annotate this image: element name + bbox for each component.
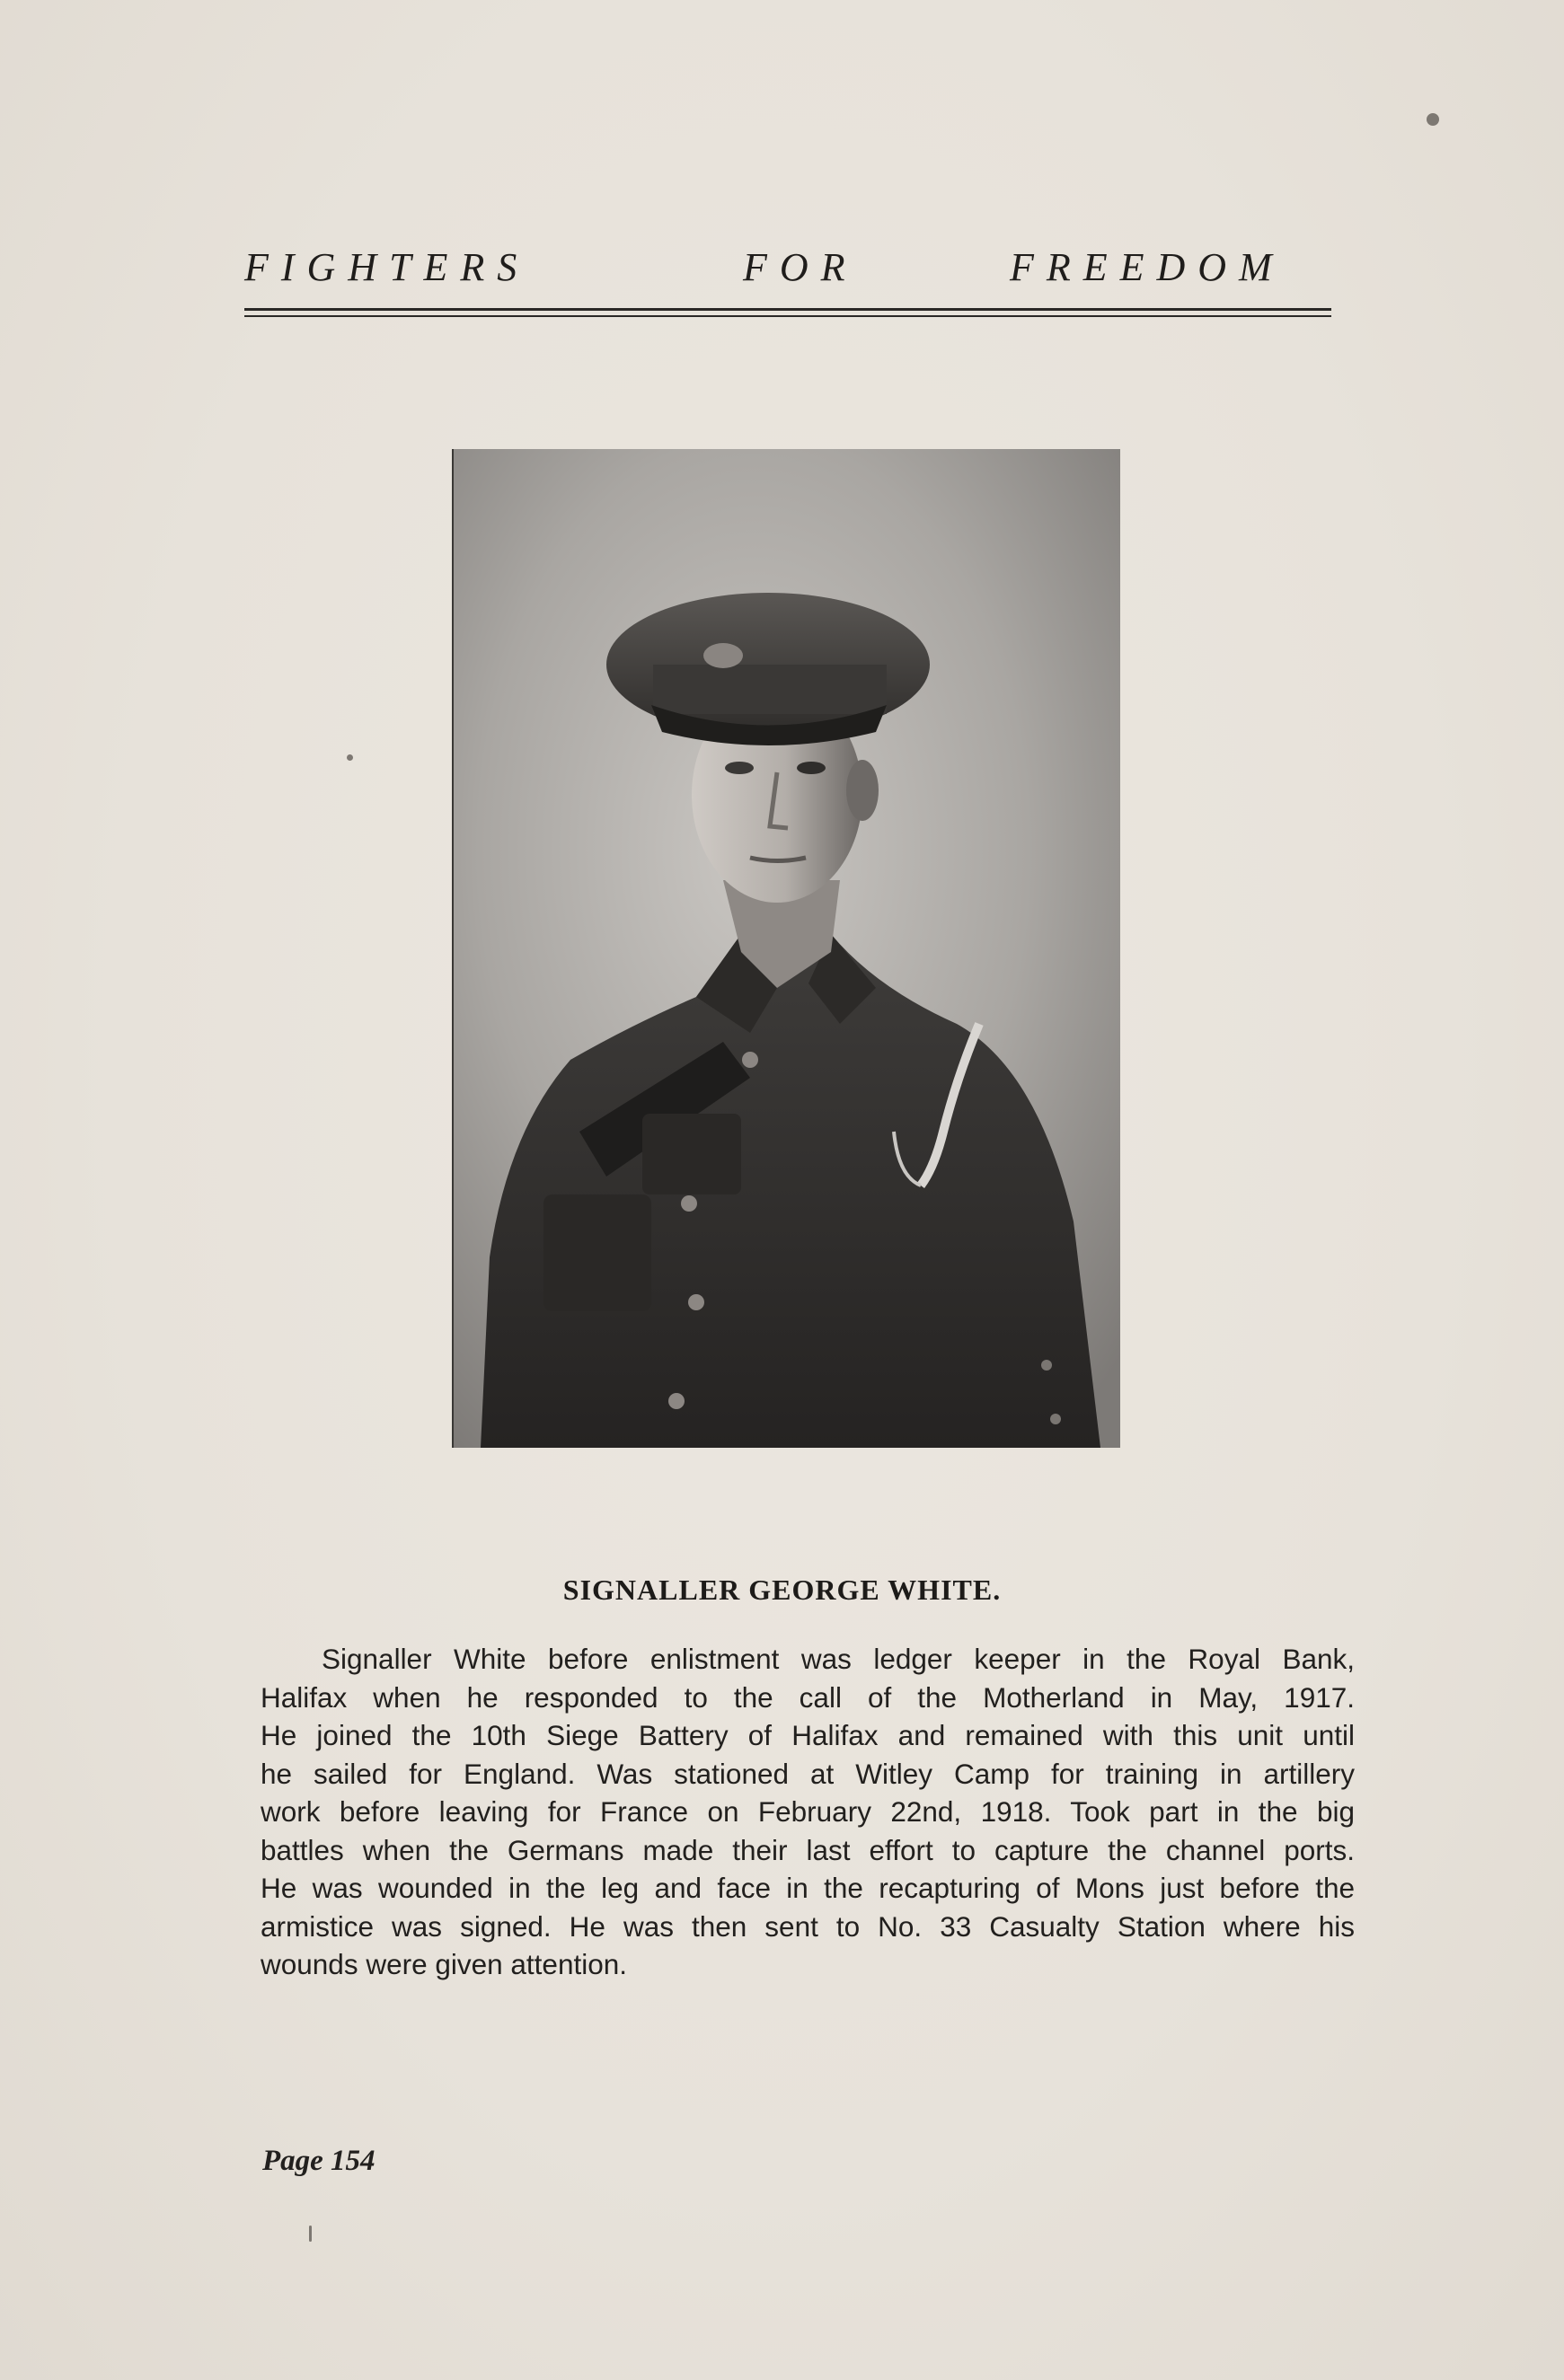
header-word-3: FREEDOM [1010,245,1285,289]
portrait-photo [452,449,1120,1448]
body-line: He was wounded in the leg and face in the recapturing of Mons just before the [261,1872,1355,1904]
paper-speck [347,754,353,761]
body-line: he sailed for England. Was stationed at Witley Camp for training in artillery [261,1757,1355,1790]
header-word-2: FOR [743,245,858,289]
body-line: He joined the 10th Siege Battery of Halifax and remained with this unit until [261,1719,1355,1751]
body-line: armistice was signed. He was then sent to No. 33 Casualty Station where his [261,1909,1355,1943]
body-line: Signaller White before enlistment was ledger keeper in the Royal Bank, [322,1643,1355,1675]
running-header [244,244,1331,298]
article-body [261,1640,1355,1984]
article-title: SIGNALLER GEORGE WHITE. [562,1573,1002,1606]
paper-speck [1427,113,1439,126]
paper-speck [309,2226,312,2242]
page-number: Page 154 [262,2145,376,2177]
header-rule-bottom [244,315,1331,317]
body-line: battles when the Germans made their last effort to capture the channel ports. [261,1833,1355,1866]
body-line: wounds were given attention. [261,1948,628,1980]
body-line: Halifax when he responded to the call of the Motherland in May, 1917. [261,1680,1355,1714]
header-word-1: FIGHTERS [244,245,530,289]
header-rule-top [244,308,1331,311]
body-line: work before leaving for France on February 22nd, 1918. Took part in the big [261,1795,1355,1828]
